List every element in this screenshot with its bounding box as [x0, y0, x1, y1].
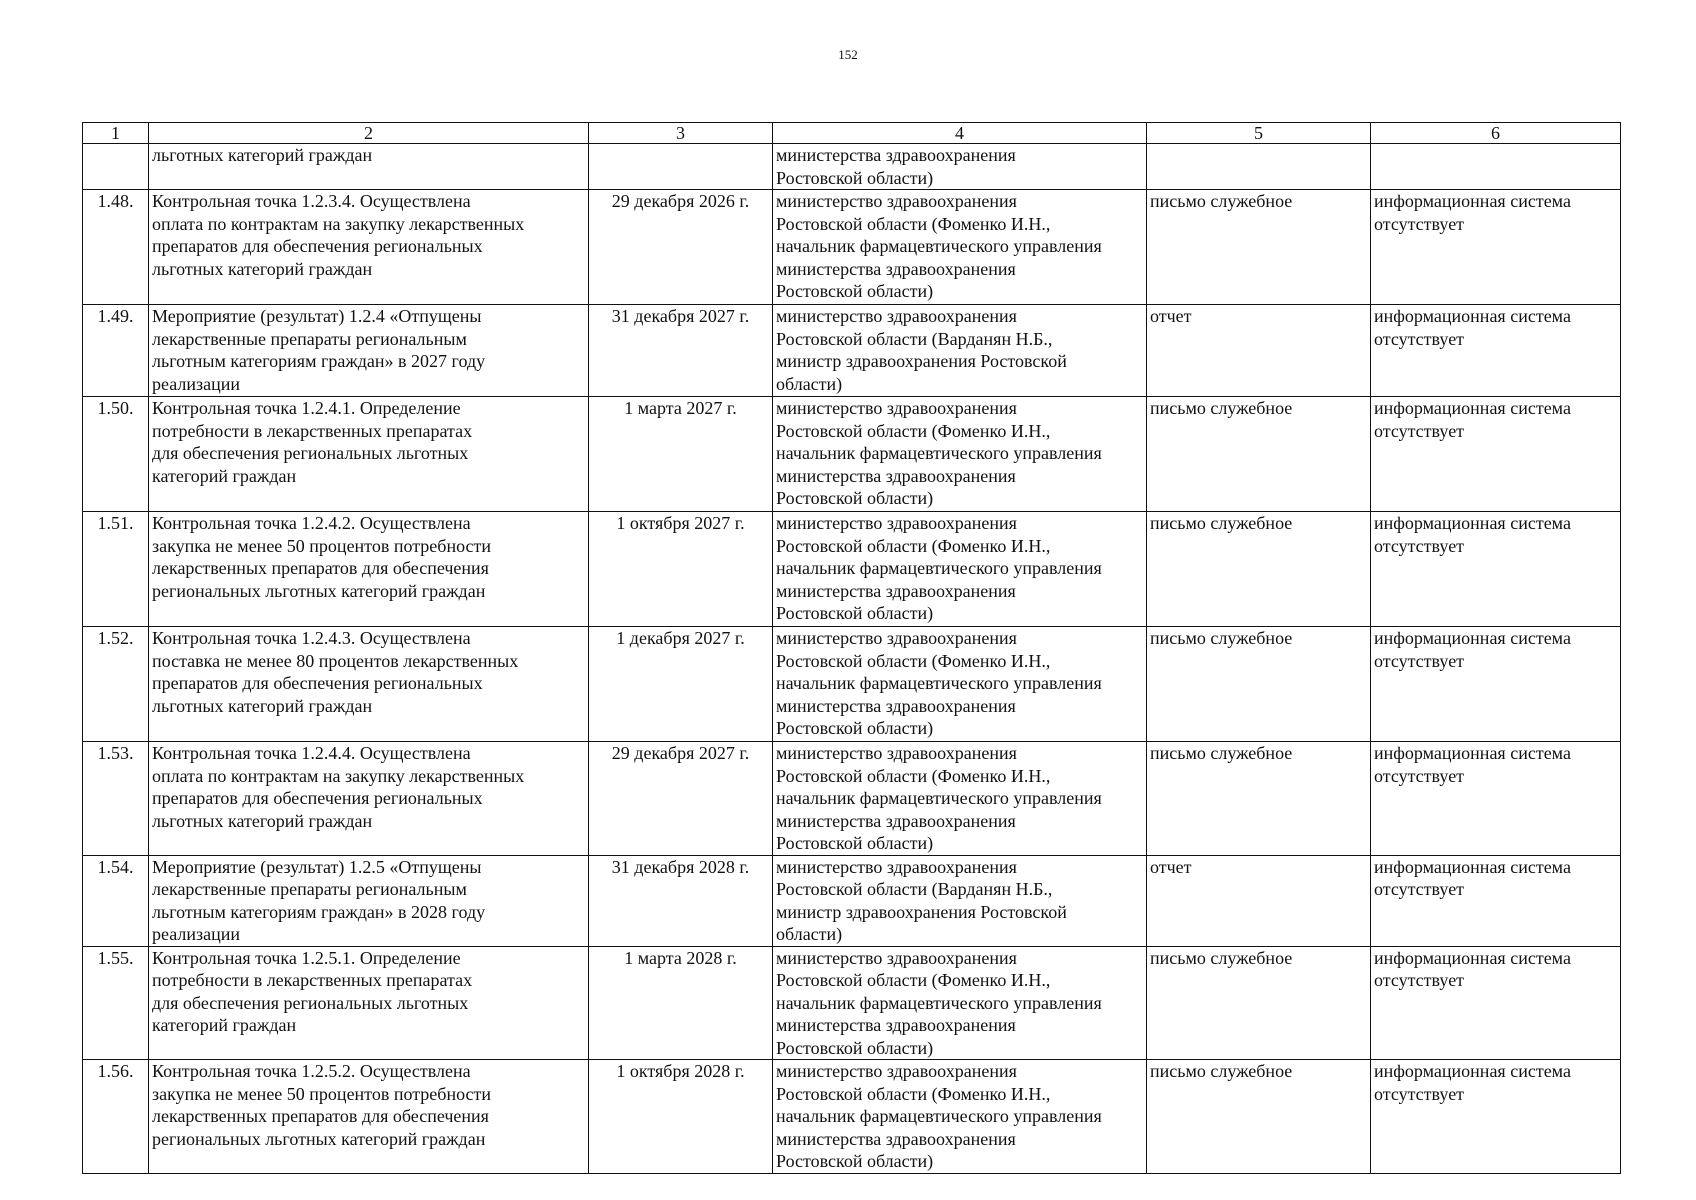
row-description: Контрольная точка 1.2.3.4. Осуществлена оплата по контрактам на закупку лекарственных препаратов для обеспечения региональных льготных категорий граждан	[149, 190, 589, 305]
row-info-system: информационная система отсутствует	[1371, 397, 1621, 512]
page-number: 152	[838, 47, 858, 62]
row-document: письмо служебное	[1147, 946, 1371, 1060]
table-row	[83, 946, 1621, 1060]
row-responsible: министерство здравоохранения Ростовской области (Фоменко И.Н., начальник фармацевтического управления министерства здравоохранения Ростовской области)	[773, 397, 1147, 512]
row-document: письмо служебное	[1147, 1060, 1371, 1174]
row-description: Мероприятие (результат) 1.2.5 «Отпущены лекарственные препараты региональным льготным категориям граждан» в 2028 году реализации	[149, 855, 589, 946]
row-description: Мероприятие (результат) 1.2.4 «Отпущены лекарственные препараты региональным льготным категориям граждан» в 2027 году реализации	[149, 305, 589, 397]
row-document: письмо служебное	[1147, 627, 1371, 742]
row-info-system: информационная система отсутствует	[1371, 742, 1621, 856]
row-responsible: министерство здравоохранения Ростовской области (Варданян Н.Б., министр здравоохранения Ростовской области)	[773, 305, 1147, 397]
row-responsible: министерство здравоохранения Ростовской области (Фоменко И.Н., начальник фармацевтического управления министерства здравоохранения Ростовской области)	[773, 742, 1147, 856]
row-responsible: министерство здравоохранения Ростовской области (Фоменко И.Н., начальник фармацевтического управления министерства здравоохранения Ростовской области)	[773, 627, 1147, 742]
row-number: 1.56.	[83, 1060, 149, 1174]
table-row	[83, 855, 1621, 946]
row-number	[83, 144, 149, 190]
row-date: 29 декабря 2027 г.	[589, 742, 773, 856]
row-number: 1.51.	[83, 512, 149, 627]
row-responsible: министерство здравоохранения Ростовской области (Фоменко И.Н., начальник фармацевтического управления министерства здравоохранения Ростовской области)	[773, 946, 1147, 1060]
row-date: 1 марта 2028 г.	[589, 946, 773, 1060]
table-row	[83, 190, 1621, 305]
table-row	[83, 512, 1621, 627]
row-description: Контрольная точка 1.2.5.1. Определение потребности в лекарственных препаратах для обеспечения региональных льготных категорий граждан	[149, 946, 589, 1060]
row-date: 1 декабря 2027 г.	[589, 627, 773, 742]
header-col-5: 5	[1147, 123, 1371, 144]
table-row	[83, 742, 1621, 856]
row-document: письмо служебное	[1147, 512, 1371, 627]
header-col-2: 2	[149, 123, 589, 144]
row-document: отчет	[1147, 855, 1371, 946]
table-row	[83, 627, 1621, 742]
row-date: 29 декабря 2026 г.	[589, 190, 773, 305]
row-date: 1 октября 2027 г.	[589, 512, 773, 627]
table-row	[83, 144, 1621, 190]
row-document: отчет	[1147, 305, 1371, 397]
row-date: 1 марта 2027 г.	[589, 397, 773, 512]
row-responsible: министерство здравоохранения Ростовской области (Фоменко И.Н., начальник фармацевтического управления министерства здравоохранения Ростовской области)	[773, 190, 1147, 305]
row-description: льготных категорий граждан	[149, 144, 589, 190]
row-info-system: информационная система отсутствует	[1371, 855, 1621, 946]
header-col-3: 3	[589, 123, 773, 144]
header-col-4: 4	[773, 123, 1147, 144]
row-number: 1.49.	[83, 305, 149, 397]
row-description: Контрольная точка 1.2.4.2. Осуществлена закупка не менее 50 процентов потребности лекарственных препаратов для обеспечения региональных льготных категорий граждан	[149, 512, 589, 627]
row-date: 31 декабря 2027 г.	[589, 305, 773, 397]
row-number: 1.54.	[83, 855, 149, 946]
row-number: 1.50.	[83, 397, 149, 512]
row-info-system: информационная система отсутствует	[1371, 1060, 1621, 1174]
row-date: 31 декабря 2028 г.	[589, 855, 773, 946]
row-number: 1.55.	[83, 946, 149, 1060]
control-points-table	[82, 122, 1621, 1174]
table-row	[83, 305, 1621, 397]
row-date	[589, 144, 773, 190]
row-number: 1.52.	[83, 627, 149, 742]
row-info-system: информационная система отсутствует	[1371, 512, 1621, 627]
row-date: 1 октября 2028 г.	[589, 1060, 773, 1174]
row-document: письмо служебное	[1147, 397, 1371, 512]
table-row	[83, 1060, 1621, 1174]
row-description: Контрольная точка 1.2.4.1. Определение потребности в лекарственных препаратах для обеспечения региональных льготных категорий граждан	[149, 397, 589, 512]
row-description: Контрольная точка 1.2.5.2. Осуществлена закупка не менее 50 процентов потребности лекарственных препаратов для обеспечения региональных льготных категорий граждан	[149, 1060, 589, 1174]
row-responsible: министерство здравоохранения Ростовской области (Фоменко И.Н., начальник фармацевтического управления министерства здравоохранения Ростовской области)	[773, 512, 1147, 627]
row-responsible: министерство здравоохранения Ростовской области (Варданян Н.Б., министр здравоохранения Ростовской области)	[773, 855, 1147, 946]
row-document	[1147, 144, 1371, 190]
row-description: Контрольная точка 1.2.4.3. Осуществлена поставка не менее 80 процентов лекарственных препаратов для обеспечения региональных льготных категорий граждан	[149, 627, 589, 742]
table-row	[83, 397, 1621, 512]
row-number: 1.48.	[83, 190, 149, 305]
header-col-1: 1	[83, 123, 149, 144]
row-info-system	[1371, 144, 1621, 190]
row-description: Контрольная точка 1.2.4.4. Осуществлена оплата по контрактам на закупку лекарственных препаратов для обеспечения региональных льготных категорий граждан	[149, 742, 589, 856]
row-info-system: информационная система отсутствует	[1371, 627, 1621, 742]
header-col-6: 6	[1371, 123, 1621, 144]
row-info-system: информационная система отсутствует	[1371, 190, 1621, 305]
row-document: письмо служебное	[1147, 190, 1371, 305]
header-row	[83, 123, 1621, 144]
row-number: 1.53.	[83, 742, 149, 856]
row-responsible: министерства здравоохранения Ростовской области)	[773, 144, 1147, 190]
row-info-system: информационная система отсутствует	[1371, 305, 1621, 397]
row-info-system: информационная система отсутствует	[1371, 946, 1621, 1060]
row-responsible: министерство здравоохранения Ростовской области (Фоменко И.Н., начальник фармацевтического управления министерства здравоохранения Ростовской области)	[773, 1060, 1147, 1174]
row-document: письмо служебное	[1147, 742, 1371, 856]
